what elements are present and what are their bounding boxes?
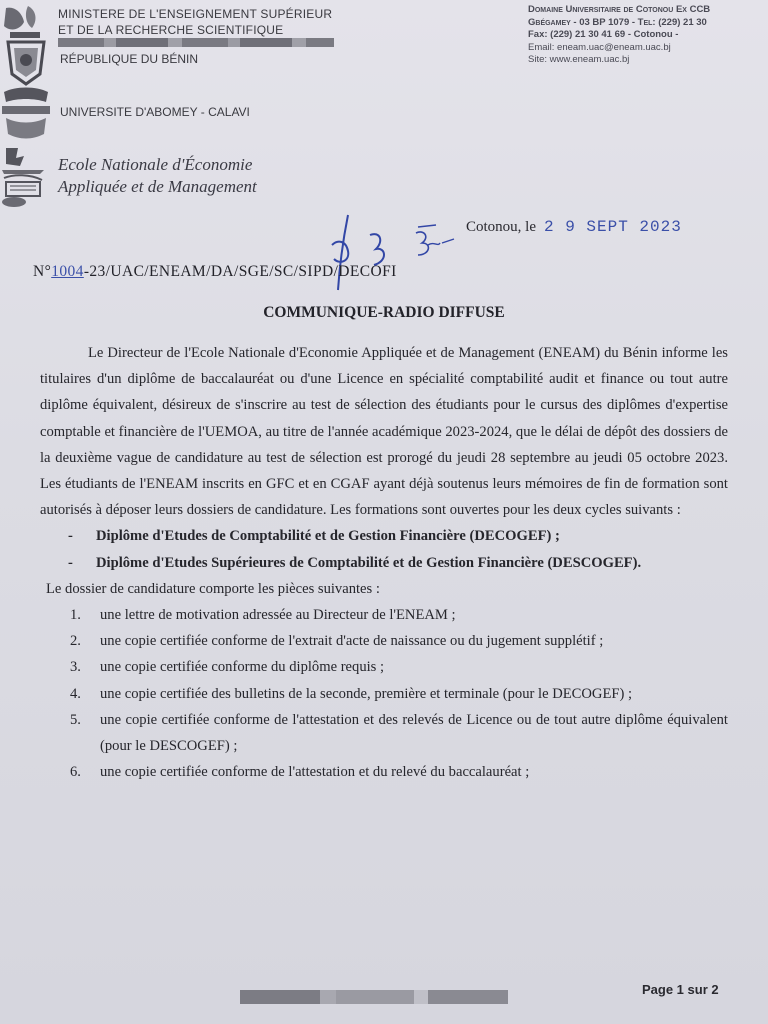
- school-name: [58, 154, 257, 198]
- contact-email: Email: eneam.uac@eneam.uac.bj: [528, 41, 671, 53]
- piece-item: [40, 759, 728, 785]
- piece-number: 6.: [70, 764, 81, 781]
- piece-number: 1.: [70, 607, 81, 624]
- contact-address: Domaine Universitaire de Cotonou Ex CCB: [528, 4, 711, 15]
- benin-coat-of-arms-logo: [0, 2, 52, 144]
- reference-number: [33, 263, 397, 281]
- piece-text: une copie certifiée des bulletins de la seconde, première et terminale (pour le DECOGEF) ;: [100, 685, 633, 702]
- piece-number: 3.: [70, 659, 81, 676]
- date-prefix: Cotonou, le: [466, 219, 536, 235]
- cycles-list: [40, 523, 728, 575]
- main-paragraph: Le Directeur de l'Ecole Nationale d'Economie Appliquée et de Management (ENEAM) du Bénin informe les titulaires d'un diplôme de baccalauréat ou d'une Licence en spécialité comptabilité audit et finance ou tout autre diplôme équivalent, désireux de s'inscrire au test de sélection des étudiants pour le cursus des diplômes d'expertise comptable et financière de l'UEMOA, au titre de l'année académique 2023-2024, que le délai de dépôt des dossiers de la deuxième vague de candidature au test de sélection est prorogé du jeudi 28 septembre au jeudi 05 octobre 2023. Les étudiants de l'ENEAM inscrits en GFC et en CGAF ayant déjà soutenus leurs mémoires de fin de formation sont autorisés à déposer leurs dossiers de candidature. Les formations sont ouvertes pour les deux cycles suivants :: [40, 345, 728, 519]
- school-name-line-1: Ecole Nationale d'Économie: [58, 155, 253, 174]
- contact-fax: Fax: (229) 21 30 41 69 - Cotonou -: [528, 29, 679, 40]
- piece-text: une copie certifiée conforme de l'attestation et des relevés de Licence ou de tout autre diplôme équivalent (pour le DESCOGEF) ;: [100, 711, 728, 755]
- document-date: [466, 218, 682, 236]
- republic-name: RÉPUBLIQUE DU BÉNIN: [60, 52, 199, 66]
- document-title: COMMUNIQUE-RADIO DIFFUSE: [263, 304, 505, 321]
- piece-text: une copie certifiée conforme de l'attestation et du relevé du baccalauréat ;: [100, 764, 530, 781]
- flag-bar: [58, 38, 334, 47]
- piece-item: [40, 602, 728, 628]
- piece-text: une copie certifiée conforme du diplôme requis ;: [100, 659, 385, 676]
- page-number: Page 1 sur 2: [642, 982, 719, 997]
- school-name-line-2: Appliquée et de Management: [58, 177, 257, 196]
- handwritten-initials: [320, 205, 470, 295]
- university-name: UNIVERSITE D'ABOMEY - CALAVI: [60, 105, 250, 119]
- ref-number: 1004: [51, 263, 84, 280]
- contact-website: Site: www.eneam.uac.bj: [528, 54, 630, 65]
- date-stamp: 2 9 SEPT 2023: [544, 218, 682, 236]
- ministry-line-1: MINISTERE DE L'ENSEIGNEMENT SUPÉRIEUR: [58, 7, 333, 21]
- dossier-intro: Le dossier de candidature comporte les pièces suivantes :: [46, 580, 380, 597]
- contact-phone: Gbégamey - 03 BP 1079 - Tel: (229) 21 30: [528, 16, 707, 28]
- cycle-item: - Diplôme d'Etudes de Comptabilité et de Gestion Financière (DECOGEF) ;: [40, 523, 728, 549]
- piece-number: 2.: [70, 633, 81, 650]
- piece-number: 5.: [70, 711, 81, 728]
- piece-item: [40, 628, 728, 654]
- ref-path: -23/UAC/ENEAM/DA/SGE/SC/SIPD/DECOFI: [83, 263, 397, 280]
- document-body: [40, 340, 728, 785]
- footer-flag-bar: [240, 990, 510, 1004]
- piece-text: une lettre de motivation adressée au Directeur de l'ENEAM ;: [100, 607, 456, 624]
- eneam-logo: [0, 144, 50, 210]
- piece-item: [40, 707, 728, 759]
- ministry-line-2: ET DE LA RECHERCHE SCIENTIFIQUE: [58, 23, 284, 37]
- piece-item: [40, 654, 728, 680]
- piece-item: [40, 681, 728, 707]
- pieces-list: [40, 602, 728, 785]
- ministry-name: [58, 6, 332, 38]
- cycle-item: - Diplôme d'Etudes Supérieures de Comptabilité et de Gestion Financière (DESCOGEF).: [40, 550, 728, 576]
- piece-number: 4.: [70, 685, 81, 702]
- contact-block: [528, 4, 768, 67]
- ref-prefix: N°: [33, 263, 52, 280]
- piece-text: une copie certifiée conforme de l'extrait d'acte de naissance ou du jugement supplétif ;: [100, 633, 604, 650]
